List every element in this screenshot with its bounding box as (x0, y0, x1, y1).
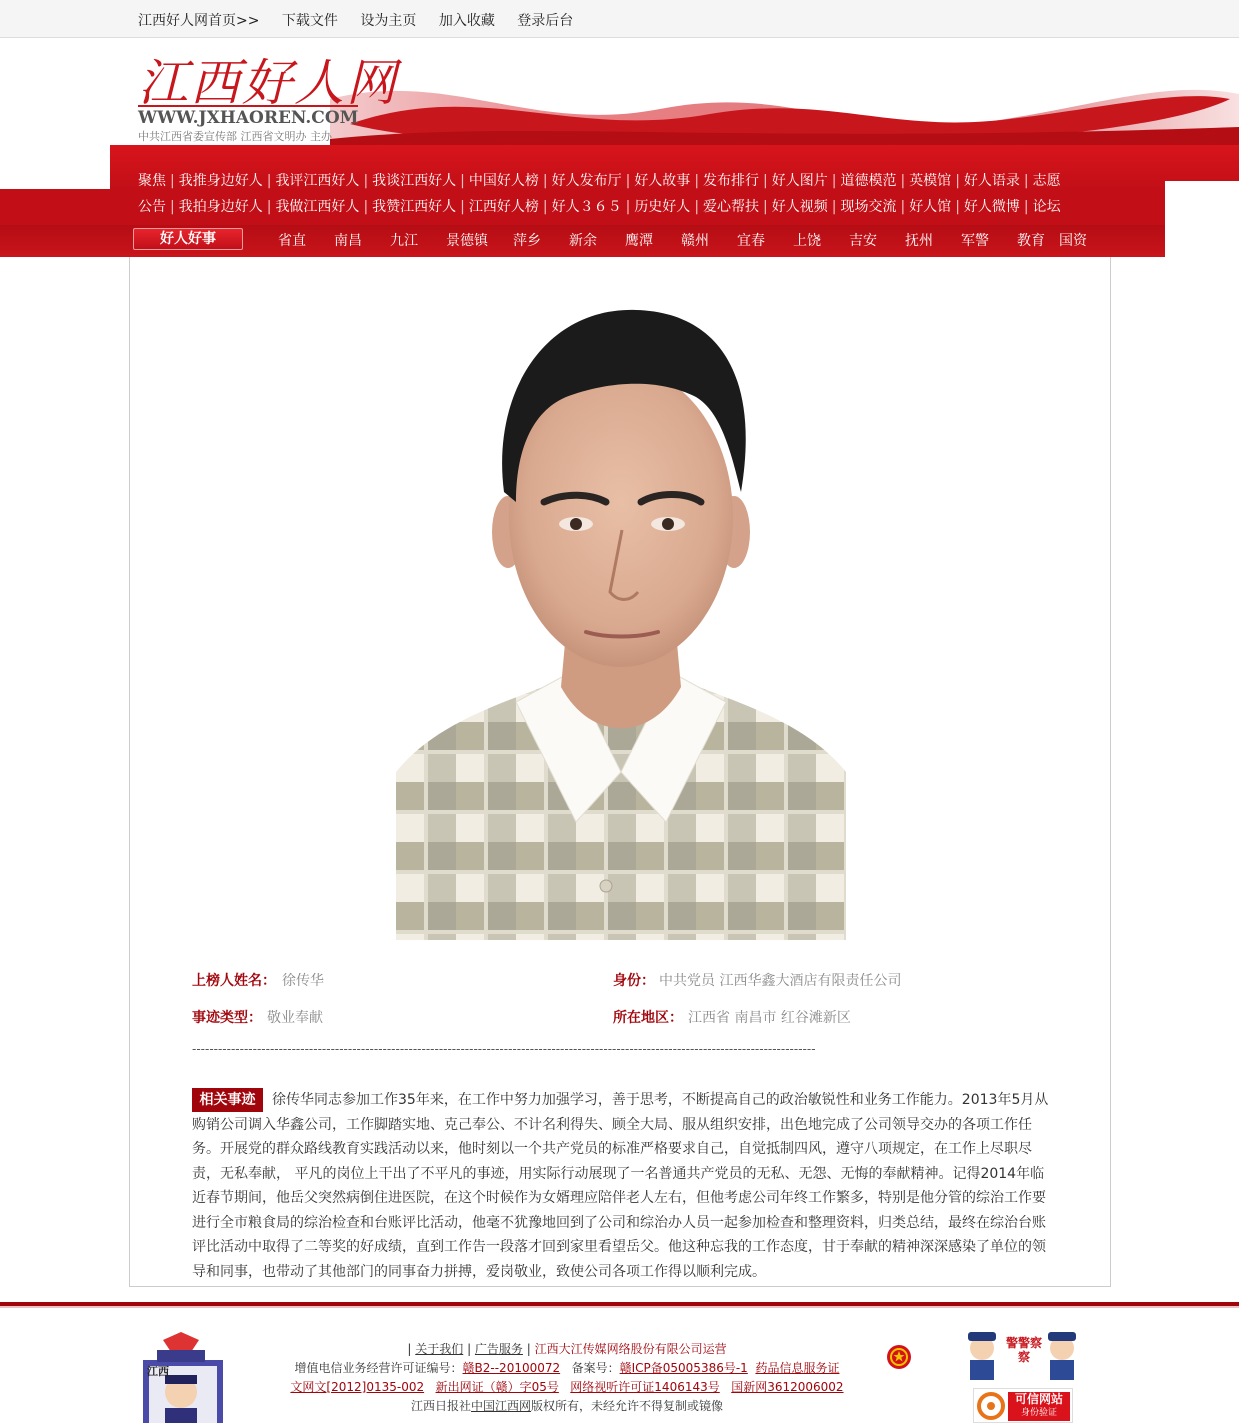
nav-item[interactable]: 英模馆 (909, 173, 952, 189)
nav-item[interactable]: 公告 (138, 199, 166, 215)
region-item[interactable]: 国资 (1059, 233, 1087, 249)
trust-sub-label: 身份验证 (1020, 1408, 1057, 1418)
drug-license-link[interactable]: 药品信息服务证 (755, 1361, 840, 1375)
nav-item[interactable]: 我推身边好人 (178, 173, 263, 189)
region-value: 江西省 南昌市 红谷滩新区 (688, 1010, 851, 1026)
region-item[interactable]: 上饶 (793, 233, 821, 249)
nav-item[interactable]: 现场交流 (840, 199, 897, 215)
region-label: 所在地区： (613, 1010, 683, 1026)
nav-item[interactable]: 中国好人榜 (468, 173, 539, 189)
nav-item[interactable]: 好人图片 (771, 173, 828, 189)
nav-item[interactable]: 我评江西好人 (275, 173, 360, 189)
nav-item[interactable]: 发布排行 (703, 173, 760, 189)
region-item[interactable]: 军警 (961, 233, 989, 249)
download-link[interactable]: 下载文件 (281, 13, 338, 29)
identity-value: 中共党员 江西华鑫大酒店有限责任公司 (659, 973, 902, 989)
trusted-site-badge[interactable] (973, 1388, 1073, 1423)
nav-item[interactable]: 好人馆 (909, 199, 952, 215)
nav-item[interactable]: 江西好人榜 (468, 199, 539, 215)
nav-item[interactable]: 好人故事 (634, 173, 691, 189)
name-label: 上榜人姓名： (192, 973, 276, 989)
divider-line: ------------------------------------------------------------------------------------------------------------------------------------------------ (192, 1042, 816, 1056)
nav-item[interactable]: 好人３６５ (551, 199, 622, 215)
footer-line-1: | 关于我们 | 广告服务 | 江西大江传媒网络股份有限公司运营 (407, 1342, 727, 1356)
ads-link[interactable]: 广告服务 (474, 1342, 523, 1356)
add-favorite-link[interactable]: 加入收藏 (438, 13, 495, 29)
region-item[interactable]: 吉安 (849, 233, 877, 249)
region-item[interactable]: 宜春 (737, 233, 765, 249)
top-bar (0, 0, 1239, 38)
region-item[interactable]: 九江 (390, 233, 418, 249)
nav-row-1: 聚焦 | 我推身边好人 | 我评江西好人 | 我谈江西好人 | 中国好人榜 | 好人发布厅 | 好人故事 | 发布排行 | 好人图片 | 道德模范 | 英模馆 | 好人语录 | 志愿 (138, 173, 1061, 189)
story-tag: 相关事迹 (192, 1088, 263, 1112)
region-item[interactable]: 教育 (1017, 233, 1045, 249)
footer-line-2: 增值电信业务经营许可证编号：赣B2--20100072 备案号：赣ICP备05005386号-1 药品信息服务证 (294, 1361, 840, 1375)
national-emblem-icon[interactable] (886, 1343, 912, 1371)
region-item[interactable]: 抚州 (905, 233, 933, 249)
site-url: WWW.JXHAOREN.COM (138, 105, 358, 128)
nav-item[interactable]: 好人微博 (963, 199, 1020, 215)
person-photo (396, 302, 846, 940)
set-homepage-link[interactable]: 设为主页 (360, 13, 417, 29)
footer-text (282, 1340, 852, 1416)
identity-label: 身份： (613, 973, 655, 989)
nav-item[interactable]: 志愿 (1032, 173, 1061, 189)
region-item[interactable]: 景德镇 (446, 233, 488, 249)
region-item[interactable]: 新余 (569, 233, 597, 249)
guoxin-link[interactable]: 国新网3612006002 (731, 1380, 844, 1394)
nav-item[interactable]: 论坛 (1032, 199, 1061, 215)
nav-item[interactable]: 我赞江西好人 (372, 199, 457, 215)
nav-item[interactable]: 好人视频 (771, 199, 828, 215)
wenwang-link[interactable]: 文网文[2012]0135-002 (290, 1380, 425, 1394)
footer-line-4: 江西日报社中国江西网版权所有，未经允许不得复制或镜像 (410, 1399, 724, 1413)
nav-item[interactable]: 我谈江西好人 (372, 173, 457, 189)
nav-item[interactable]: 历史好人 (634, 199, 691, 215)
admin-login-link[interactable]: 登录后台 (517, 13, 574, 29)
main-nav (0, 145, 1239, 257)
story-text: 徐传华同志参加工作35年来，在工作中努力加强学习，善于思考，不断提高自己的政治敏锐性和业务工作能力。2013年5月从购销公司调入华鑫公司，工作脚踏实地、克己奉公、不计名利得失、顾全大局、服从组织安排，出色地完成了公司领导交办的各项工作任务。开展党的群众路线教育实践活动以来，他时刻以一个共产党员的标准严格要求自己，自觉抵制四风，遵守八项规定，在工作上尽职尽责，无私奉献， 平凡的岗位上干出了不平凡的事迹，用实际行动展现了一名普通共产党员的无私、无怨、无悔的奉献精神。记得2014年临近春节期间，他岳父突然病倒住进医院，在这个时候作为女婿理应陪伴老人左右，但他考虑公司年终工作繁多，特别是他分管的综治工作要进行全市粮食局的综治检查和台账评比活动，他毫不犹豫地回到了公司和综治办人员一起参加检查和整理资料，归类总结，最终在综治台账评比活动中取得了二等奖的好成绩，直到工作告一段落才回到家里看望岳父。他这种忘我的工作态度，甘于奉献的精神深深感染了单位的领导和同事，也带动了其他部门的同事奋力拼搏，爱岗敬业，致使公司各项工作得以顺利完成。 (192, 1092, 1049, 1280)
content-panel (129, 257, 1111, 1287)
type-value: 敬业奉献 (267, 1010, 323, 1026)
trust-seal-icon (977, 1392, 1005, 1420)
nav-item[interactable]: 聚焦 (138, 173, 166, 189)
region-item[interactable]: 萍乡 (513, 233, 541, 249)
nav-item[interactable]: 我拍身边好人 (178, 199, 263, 215)
police-right-label: 警警察察 (1005, 1336, 1042, 1364)
about-link[interactable]: 关于我们 (415, 1342, 464, 1356)
site-logo[interactable]: 江西好人网 (138, 54, 398, 112)
shiting-link[interactable]: 网络视听许可证1406143号 (570, 1380, 720, 1394)
name-value: 徐传华 (282, 973, 324, 989)
red-ribbon-decoration (330, 39, 1239, 145)
xinchu-link[interactable]: 新出网证（赣）字05号 (435, 1380, 559, 1394)
nav-row-2: 公告 | 我拍身边好人 | 我做江西好人 | 我赞江西好人 | 江西好人榜 | 好人３６５ | 历史好人 | 爱心帮扶 | 好人视频 | 现场交流 | 好人馆 | 好人微博 | 论坛 (138, 199, 1061, 215)
police-badge-right[interactable] (962, 1330, 1082, 1382)
footer-line-3 (282, 1378, 852, 1397)
region-item[interactable]: 鹰潭 (625, 233, 653, 249)
region-item[interactable]: 南昌 (334, 233, 362, 249)
trust-label: 可信网站 (1014, 1392, 1063, 1406)
region-item[interactable]: 省直 (278, 233, 306, 249)
nav-item[interactable]: 道德模范 (840, 173, 897, 189)
operator-text[interactable]: 江西大江传媒网络股份有限公司运营 (534, 1342, 727, 1356)
top-links (138, 10, 591, 30)
sponsor-text: 中共江西省委宣传部 江西省文明办 主办 (138, 130, 332, 143)
type-label: 事迹类型： (192, 1010, 262, 1026)
region-item[interactable]: 赣州 (681, 233, 709, 249)
icp-link[interactable]: 赣ICP备05005386号-1 (619, 1361, 748, 1375)
police-left-label: 江西 (147, 1365, 169, 1378)
nav-item[interactable]: 我做江西好人 (275, 199, 360, 215)
police-badge-left[interactable] (135, 1330, 230, 1423)
license-link[interactable]: 赣B2--20100072 (462, 1361, 561, 1375)
home-link[interactable]: 江西好人网首页>> (138, 13, 260, 29)
jxcn-link[interactable]: 中国江西网 (470, 1399, 531, 1413)
nav-item[interactable]: 好人语录 (963, 173, 1020, 189)
nav-item[interactable]: 好人发布厅 (551, 173, 622, 189)
category-badge[interactable]: 好人好事 (133, 228, 243, 250)
nav-item[interactable]: 爱心帮扶 (703, 199, 760, 215)
region-nav (278, 230, 1099, 250)
site-header (0, 39, 1239, 145)
